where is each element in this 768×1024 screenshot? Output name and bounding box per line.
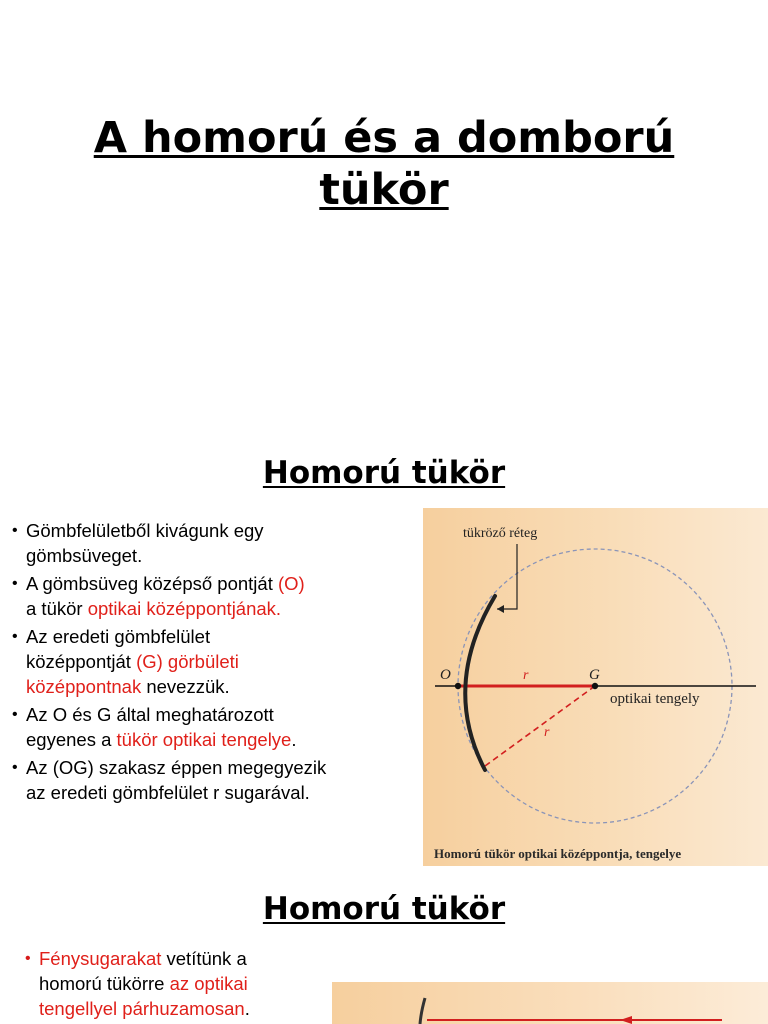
concave-mirror-diagram — [423, 508, 768, 866]
bullet-item: • Fénysugarakat vetítünk a homorú tükörre az optikai tengellyel párhuzamosan. — [25, 946, 325, 1021]
mirror-arc — [465, 596, 495, 770]
concave-mirror-figure — [423, 508, 768, 866]
label-reflective-layer: tükröző réteg — [463, 526, 538, 541]
section-title-homoru-2: Homorú tükör — [262, 891, 506, 927]
label-r-dashed: r — [544, 725, 550, 740]
ray-arrow-icon — [620, 1016, 632, 1024]
bullet-item: • Az eredeti gömbfelület középpontját (G) görbületi középpontnak nevezzük. — [12, 624, 412, 699]
radius-dashed-line — [485, 686, 595, 766]
bullet-item: • Gömbfelületből kivágunk egy gömbsüveget. — [12, 518, 412, 568]
main-title-line-1: A homorú és a domború — [93, 113, 675, 163]
label-optical-axis: optikai tengely — [610, 691, 700, 707]
parallel-rays-figure — [332, 982, 768, 1024]
bullet-list-homoru — [12, 518, 412, 805]
label-o: O — [440, 667, 451, 683]
label-g: G — [589, 667, 600, 683]
bullet-item: • A gömbsüveg középső pontját (O) a tükör optikai középpontjának. — [12, 571, 412, 621]
bullet-list-rays — [25, 946, 325, 1021]
bullet-item: • Az O és G által meghatározott egyenes a tükör optikai tengelye. — [12, 702, 412, 752]
label-r-horizontal: r — [523, 668, 529, 683]
bullet-item: • Az (OG) szakasz éppen megegyezik az eredeti gömbfelület r sugarával. — [12, 755, 412, 805]
point-g — [592, 683, 598, 689]
mirror-arc-2 — [420, 998, 425, 1024]
main-title — [0, 112, 768, 216]
callout-line — [497, 544, 517, 609]
point-o — [455, 683, 461, 689]
figure-caption: Homorú tükör optikai középpontja, tengelye — [434, 846, 682, 861]
section-title-homoru-1: Homorú tükör — [262, 455, 506, 491]
callout-arrow-icon — [497, 605, 504, 613]
parallel-rays-diagram — [332, 982, 768, 1024]
main-title-line-2: tükör — [319, 165, 449, 215]
